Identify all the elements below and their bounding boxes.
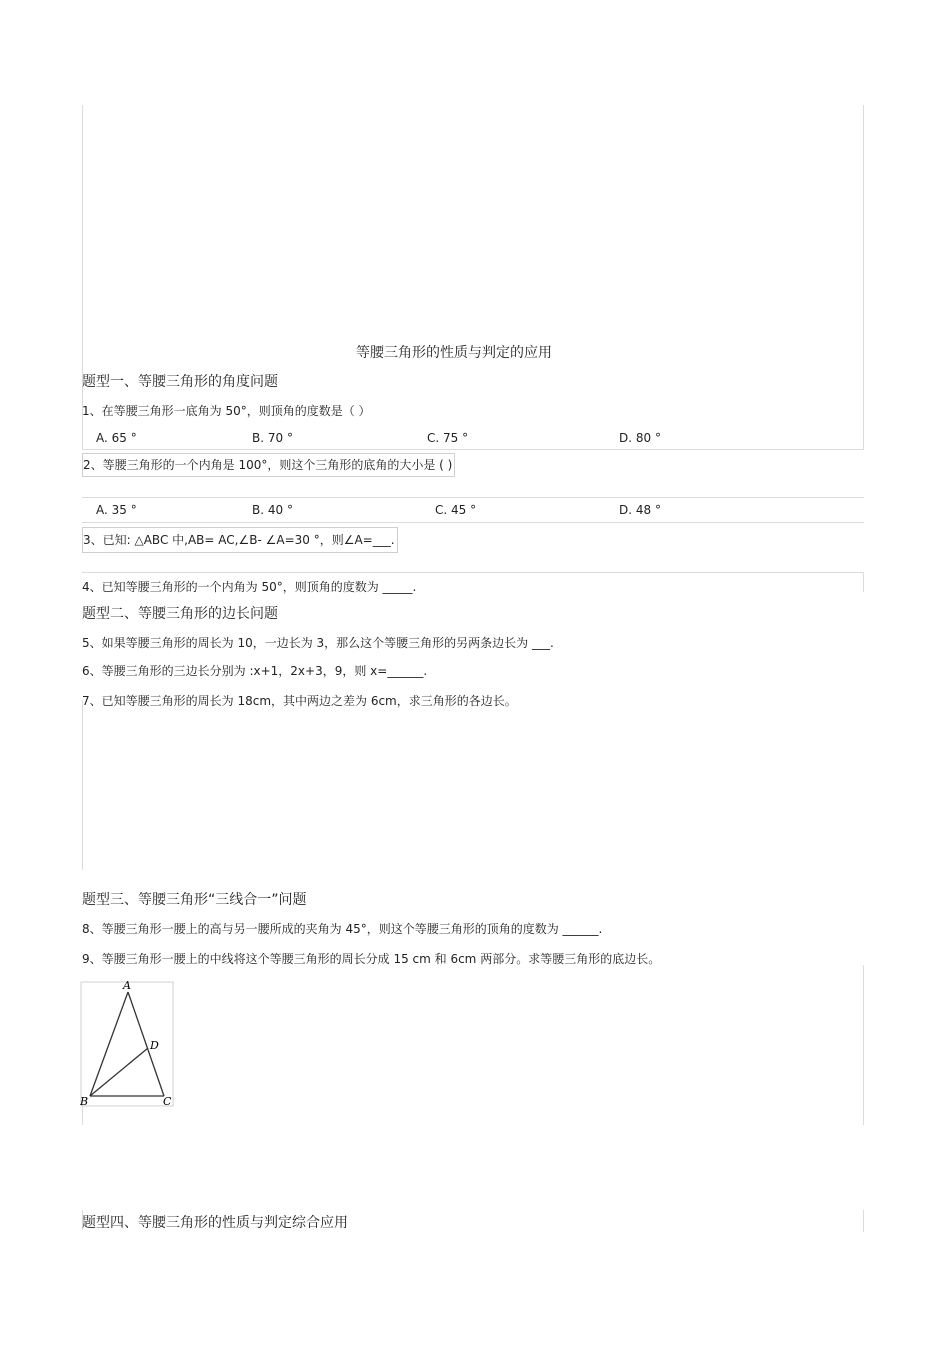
question-3: 3、已知: △ABC 中,AB= AC,∠B- ∠A=30 °，则∠A=___. bbox=[82, 527, 398, 553]
question-2: 2、等腰三角形的一个内角是 100°，则这个三角形的底角的大小是 ( ) bbox=[82, 453, 455, 477]
question-1: 1、在等腰三角形一底角为 50°，则顶角的度数是（ ） bbox=[82, 404, 371, 418]
frame-divider-1 bbox=[82, 449, 864, 450]
triangle-figure bbox=[80, 980, 175, 1108]
frame-right-line-3 bbox=[863, 965, 864, 1125]
figure-border bbox=[81, 982, 173, 1106]
label-d: D bbox=[150, 1039, 159, 1052]
question-5: 5、如果等腰三角形的周长为 10，一边长为 3，那么这个等腰三角形的另两条边长为 ___. bbox=[82, 636, 554, 650]
q1-option-a: A. 65 ° bbox=[96, 431, 137, 445]
frame-divider-2 bbox=[82, 497, 864, 498]
q1-option-b: B. 70 ° bbox=[252, 431, 293, 445]
section-heading-1: 题型一、等腰三角形的角度问题 bbox=[82, 374, 278, 390]
question-8: 8、等腰三角形一腰上的高与另一腰所成的夹角为 45°，则这个等腰三角形的顶角的度数为 ______. bbox=[82, 922, 603, 936]
q2-option-c: C. 45 ° bbox=[435, 503, 477, 517]
label-a: A bbox=[123, 980, 131, 992]
question-7: 7、已知等腰三角形的周长为 18cm，其中两边之差为 6cm，求三角形的各边长。 bbox=[82, 694, 517, 708]
question-4: 4、已知等腰三角形的一个内角为 50°，则顶角的度数为 _____. bbox=[82, 580, 417, 594]
q1-option-d: D. 80 ° bbox=[619, 431, 661, 445]
frame-right-line-2 bbox=[863, 572, 864, 592]
q2-option-a: A. 35 ° bbox=[96, 503, 137, 517]
q2-option-b: B. 40 ° bbox=[252, 503, 293, 517]
frame-right-line-4 bbox=[863, 1210, 864, 1232]
frame-right-line bbox=[863, 105, 864, 450]
q2-option-d: D. 48 ° bbox=[619, 503, 661, 517]
question-6: 6、等腰三角形的三边长分别为 :x+1，2x+3，9，则 x=______. bbox=[82, 664, 428, 678]
question-9: 9、等腰三角形一腰上的中线将这个等腰三角形的周长分成 15 cm 和 6cm 两部分。求等腰三角形的底边长。 bbox=[82, 952, 661, 966]
triangle-diagram bbox=[80, 980, 175, 1108]
section-heading-2: 题型二、等腰三角形的边长问题 bbox=[82, 606, 278, 622]
section-heading-4: 题型四、等腰三角形的性质与判定综合应用 bbox=[82, 1215, 348, 1231]
frame-divider-4 bbox=[82, 572, 864, 573]
frame-divider-3 bbox=[82, 522, 864, 523]
label-c: C bbox=[163, 1095, 172, 1108]
frame-left-line-2 bbox=[82, 700, 83, 870]
frame-left-line bbox=[82, 105, 83, 450]
q1-option-c: C. 75 ° bbox=[427, 431, 469, 445]
section-heading-3: 题型三、等腰三角形“三线合一”问题 bbox=[82, 892, 307, 908]
label-b: B bbox=[80, 1095, 89, 1108]
page-title: 等腰三角形的性质与判定的应用 bbox=[356, 345, 552, 361]
